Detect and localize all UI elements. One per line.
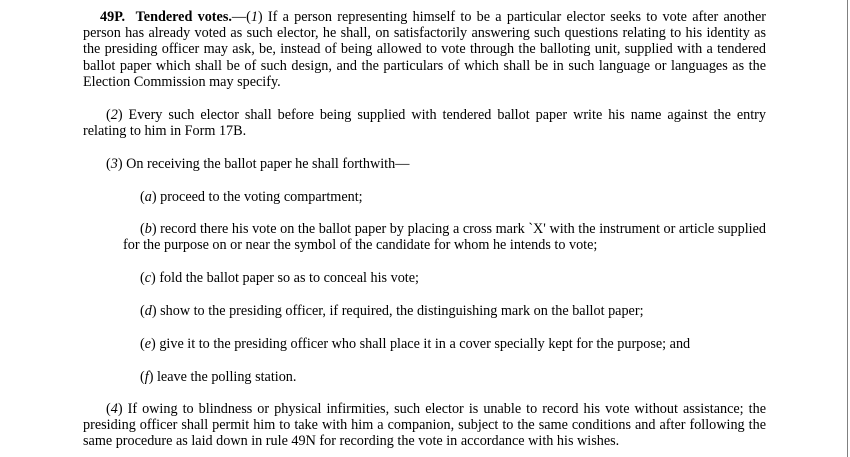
subrule-4 xyxy=(83,401,766,450)
clause-e-letter: e xyxy=(144,336,152,352)
subrule-2-text: Every such elector shall before being supplied with tendered ballot paper write his name against the entry relating to him in Form 17B. xyxy=(83,107,766,140)
clause-f: (f) leave the polling station. xyxy=(140,369,297,385)
clause-b: (b) record there his vote on the ballot paper by placing a cross mark `X' with the instrument or article supplied for the purpose on or near the symbol of the candidate for whom he intends to vote; xyxy=(123,221,766,254)
subrule-3 xyxy=(83,156,766,172)
clause-b-letter: b xyxy=(144,221,152,237)
clause-a: (a) proceed to the voting compartment; xyxy=(140,189,363,205)
clause-f-text: leave the polling station. xyxy=(153,369,297,385)
clause-f-letter: f xyxy=(144,369,149,385)
subrule-4-close: ) xyxy=(117,401,123,417)
clause-d-letter: d xyxy=(144,303,152,319)
rule-heading: Tendered votes. xyxy=(135,9,232,25)
clause-e-text: give it to the presiding officer who shall place it in a cover specially kept for the purpose; and xyxy=(155,336,691,352)
subrule-2-close: ) xyxy=(117,107,123,123)
subrule-3-number: 3 xyxy=(110,156,118,172)
subrule-3-close: ) xyxy=(117,156,123,172)
clause-c-text: fold the ballot paper so as to conceal his vote; xyxy=(155,270,419,286)
heading-dash: —( xyxy=(231,9,251,25)
subrule-4-open: ( xyxy=(106,401,111,417)
subrule-2-number: 2 xyxy=(110,107,118,123)
rule-number: 49P. xyxy=(100,9,126,25)
subrule-1-text: If a person representing himself to be a particular elector seeks to vote after another person has already voted as such elector, he shall, on satisfactorily answering such questions relating to his identity as the presiding officer may ask, be, instead of being allowed to vote through the balloting unit, supplied with a tendered ballot paper which shall be of such design, and the particulars of which shall be in such language or languages as the Election Commission may specify. xyxy=(83,9,767,90)
subrule-1-close: ) xyxy=(257,9,263,25)
subrule-4-number: 4 xyxy=(110,401,118,417)
clause-b-text: record there his vote on the ballot paper by placing a cross mark `X' with the instrument or article supplied for the purpose on or near the symbol of the candidate for whom he intends to vote; xyxy=(123,221,766,254)
subrule-2-open: ( xyxy=(106,107,111,123)
subrule-1 xyxy=(83,9,766,90)
subrule-3-text: On receiving the ballot paper he shall forthwith— xyxy=(122,156,410,172)
subrule-2 xyxy=(83,107,766,139)
clause-c: (c) fold the ballot paper so as to conceal his vote; xyxy=(140,270,419,286)
clause-a-text: proceed to the voting compartment; xyxy=(156,189,363,205)
page-edge-divider xyxy=(847,0,848,457)
clause-c-letter: c xyxy=(144,270,152,286)
clause-a-letter: a xyxy=(144,189,152,205)
clause-d-text: show to the presiding officer, if required, the distinguishing mark on the ballot paper; xyxy=(156,303,644,319)
subrule-3-open: ( xyxy=(106,156,111,172)
clause-d: (d) show to the presiding officer, if required, the distinguishing mark on the ballot paper; xyxy=(140,303,644,319)
subrule-1-number: 1 xyxy=(250,9,258,25)
subrule-4-text: If owing to blindness or physical infirmities, such elector is unable to record his vote without assistance; the presiding officer shall permit him to take with him a companion, subject to the same conditions and after following the same procedure as laid down in rule 49N for recording the vote in accordance with his wishes. xyxy=(83,401,766,450)
clause-e: (e) give it to the presiding officer who shall place it in a cover specially kept for the purpose; and xyxy=(140,336,691,352)
